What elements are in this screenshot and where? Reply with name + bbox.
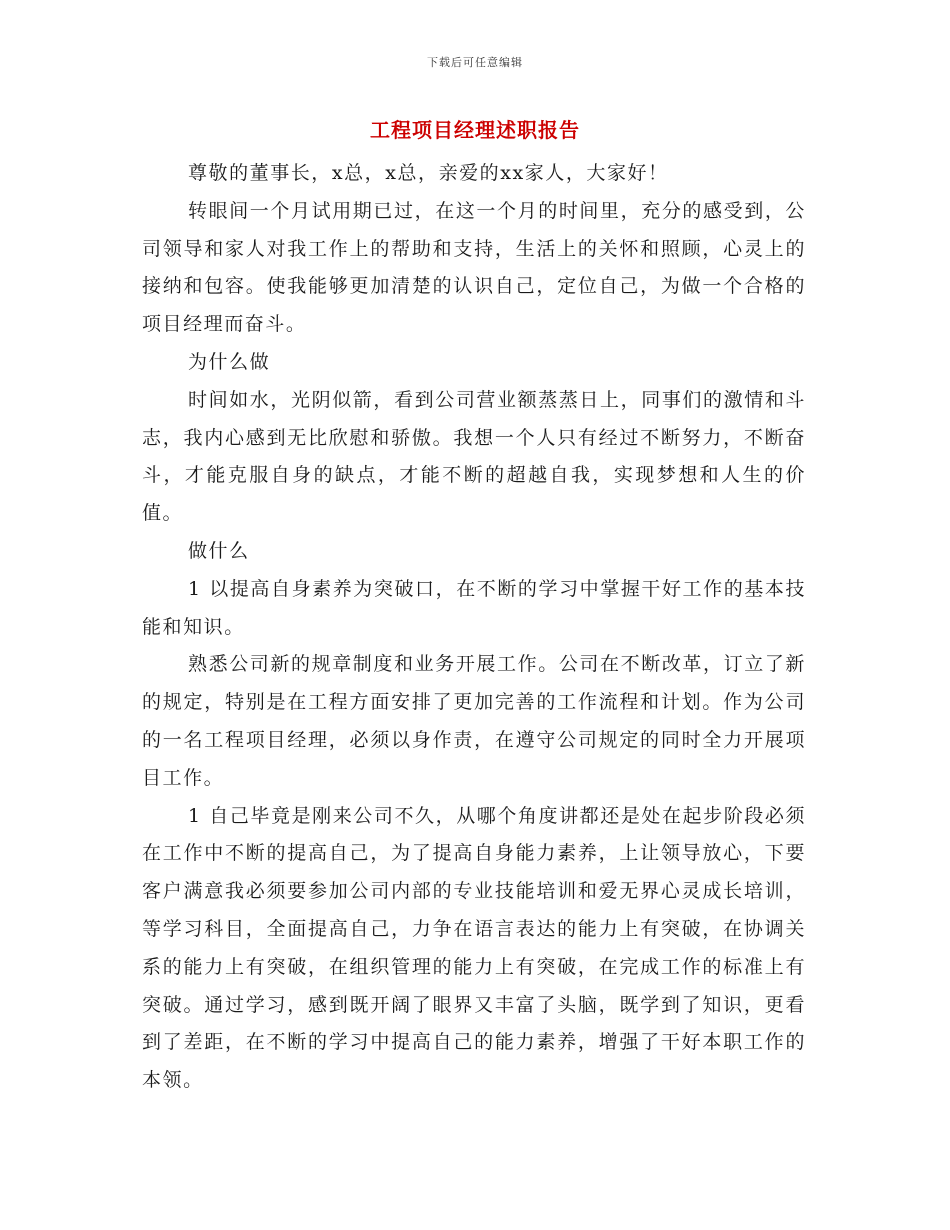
- paragraph-intro: 转眼间一个月试用期已过，在这一个月的时间里，充分的感受到，公司领导和家人对我工作上的帮助和支持，生活上的关怀和照顾，心灵上的接纳和包容。使我能够更加清楚的认识自己，定位自己，为做一个合格的项目经理而奋斗。: [142, 199, 806, 336]
- paragraph-why: 时间如水，光阴似箭，看到公司营业额蒸蒸日上，同事们的激情和斗志，我内心感到无比欣慰和骄傲。我想一个人只有经过不断努力，不断奋斗，才能克服自身的缺点，才能不断的超越自我，实现梦想和人生的价值。: [142, 388, 806, 525]
- paragraph-point-1: 1 以提高自身素养为突破口，在不断的学习中掌握干好工作的基本技能和知识。: [142, 577, 806, 638]
- paragraph-greeting: 尊敬的董事长，x总，x总，亲爱的xx家人，大家好！: [188, 162, 669, 184]
- paragraph-rules: 熟悉公司新的规章制度和业务开展工作。公司在不断改革，订立了新的规定，特别是在工程方面安排了更加完善的工作流程和计划。作为公司的一名工程项目经理，必须以身作责，在遵守公司规定的同时全力开展项目工作。: [142, 653, 806, 789]
- header-note: 下载后可任意编辑: [427, 56, 523, 69]
- paragraph-learning: 1 自己毕竟是刚来公司不久，从哪个角度讲都还是处在起步阶段必须在工作中不断的提高自己，为了提高自身能力素养，上让领导放心，下要客户满意我必须要参加公司内部的专业技能培训和爱无界心灵成长培训，等学习科目，全面提高自己，力争在语言表达的能力上有突破，在协调关系的能力上有突破，在组织管理的能力上有突破，在完成工作的标准上有突破。通过学习，感到既开阔了眼界又丰富了头脑，既学到了知识，更看到了差距，在不断的学习中提高自己的能力素养，增强了干好本职工作的本领。: [142, 804, 806, 1092]
- section-heading-what: 做什么: [188, 539, 250, 562]
- document-title: 工程项目经理述职报告: [370, 118, 580, 142]
- section-heading-why: 为什么做: [188, 350, 271, 373]
- document-body: [142, 155, 806, 1100]
